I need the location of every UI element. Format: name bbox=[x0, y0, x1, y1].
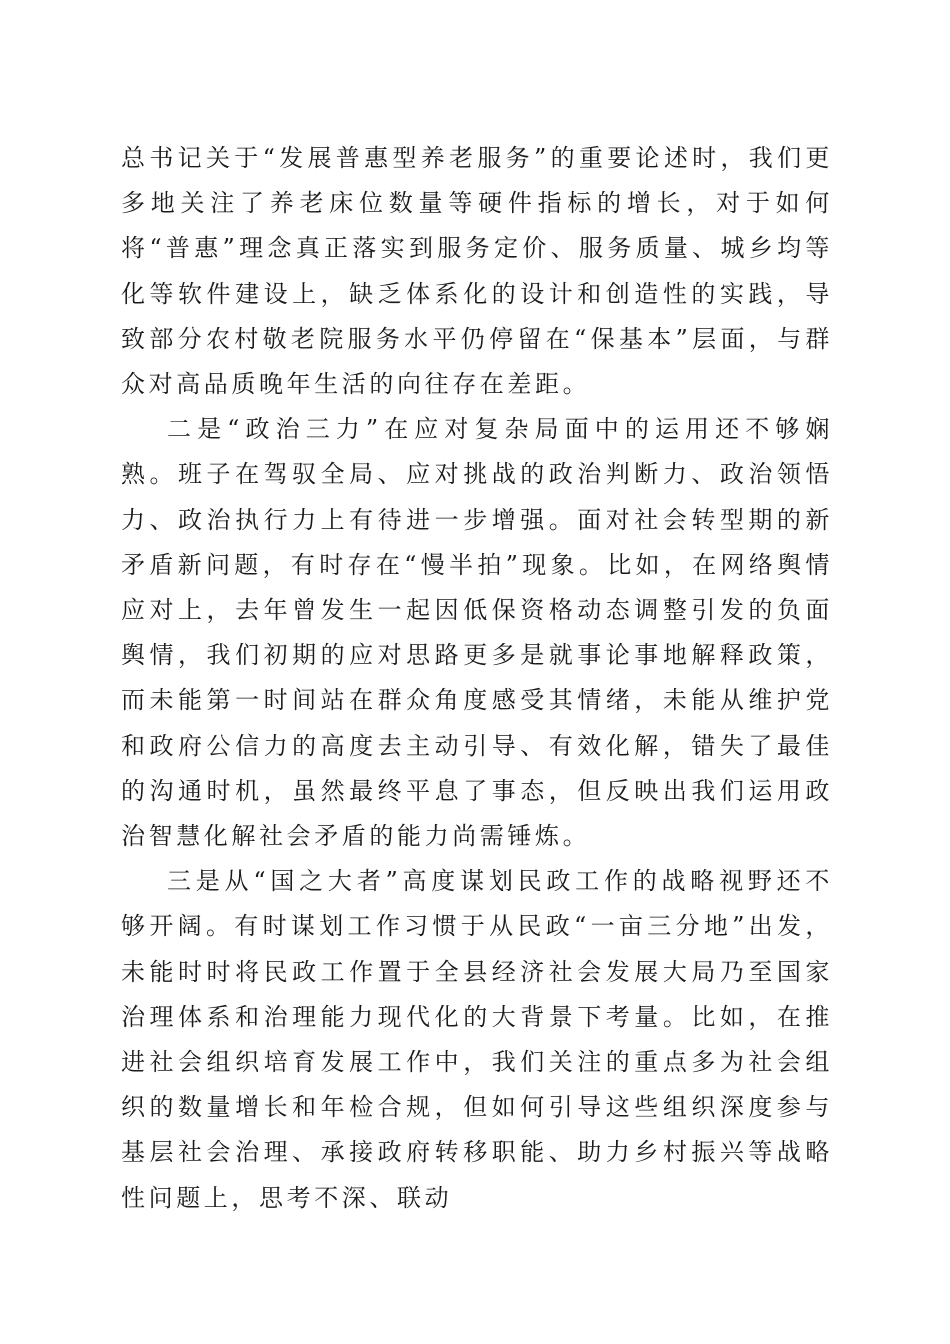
paragraph-continuation: 总书记关于“发展普惠型养老服务”的重要论述时，我们更多地关注了养老床位数量等硬件指标的增长，对于如何将“普惠”理念真正落实到服务定价、服务质量、城乡均等化等软件建设上，缺乏体系化的设计和创造性的实践，导致部分农村敬老院服务水平仍停留在“保基本”层面，与群众对高品质晚年生活的向往存在差距。 bbox=[121, 144, 833, 399]
body-text bbox=[121, 136, 833, 1221]
paragraph-point-two: 二是“政治三力”在应对复杂局面中的运用还不够娴熟。班子在驾驭全局、应对挑战的政治判断力、政治领悟力、政治执行力上有待进一步增强。面对社会转型期的新矛盾新问题，有时存在“慢半拍”现象。比如，在网络舆情应对上，去年曾发生一起因低保资格动态调整引发的负面舆情，我们初期的应对思路更多是就事论事地解释政策，而未能第一时间站在群众角度感受其情绪，未能从维护党和政府公信力的高度去主动引导、有效化解，错失了最佳的沟通时机，虽然最终平息了事态，但反映出我们运用政治智慧化解社会矛盾的能力尚需锤炼。 bbox=[121, 415, 833, 851]
paragraph-point-three: 三是从“国之大者”高度谋划民政工作的战略视野还不够开阔。有时谋划工作习惯于从民政“一亩三分地”出发，未能时时将民政工作置于全县经济社会发展大局乃至国家治理体系和治理能力现代化的大背景下考量。比如，在推进社会组织培育发展工作中，我们关注的重点多为社会组织的数量增长和年检合规，但如何引导这些组织深度参与基层社会治理、承接政府转移职能、助力乡村振兴等战略性问题上，思考不深、联动 bbox=[121, 867, 833, 1212]
